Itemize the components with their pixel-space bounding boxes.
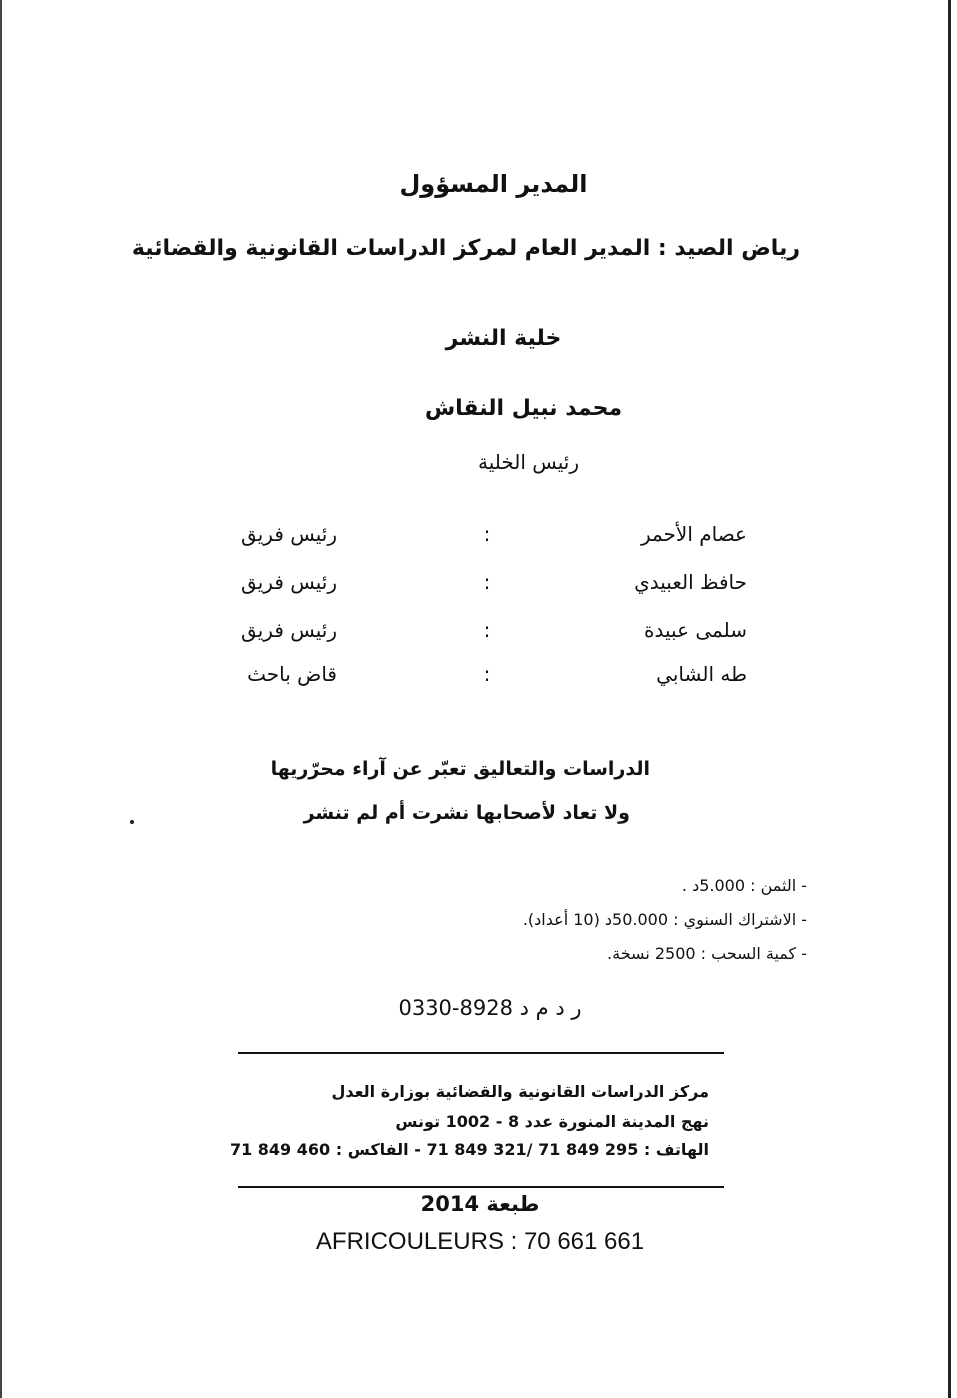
edition: طبعة 2014	[420, 1192, 540, 1216]
member-row	[0, 662, 957, 692]
disclaimer-line-1: الدراسات والتعاليق تعبّر عن آراء محرّريها	[270, 758, 650, 780]
subscription-line: - الاشتراك السنوي : 50.000د (10 أعداد).	[522, 910, 807, 929]
cell-chief-role: رئيس الخلية	[477, 450, 580, 474]
page-border-right	[948, 0, 951, 1398]
divider-rule	[238, 1052, 724, 1054]
divider-rule	[238, 1186, 724, 1188]
member-separator: :	[483, 662, 491, 686]
address-institution: مركز الدراسات القانونية والقضائية بوزارة العدل	[331, 1082, 709, 1101]
member-row	[0, 522, 957, 552]
address-phone-fax: الهاتف : 295 849 71 /321 849 71 - الفاكس : 460 849 71	[229, 1140, 709, 1159]
member-row	[0, 618, 957, 648]
member-row	[0, 570, 957, 600]
printer-credit: AFRICOULEURS : 70 661 661	[315, 1228, 645, 1255]
issn: ر د م د 8928-0330	[398, 996, 582, 1020]
stray-mark	[130, 820, 134, 824]
print-run-line: - كمية السحب : 2500 نسخة.	[607, 944, 807, 963]
cell-chief-name: محمد نبيل النقاش	[424, 396, 623, 421]
member-name: عصام الأحمر	[640, 522, 747, 546]
member-separator: :	[483, 618, 491, 642]
member-role: قاض باحث	[247, 662, 337, 686]
price-line: - الثمن : 5.000د .	[681, 876, 807, 895]
manager-line: رياض الصيد : المدير العام لمركز الدراسات القانونية والقضائية	[131, 236, 800, 261]
page-border-left	[0, 0, 2, 1398]
address-street: نهج المدينة المنورة عدد 8 - 1002 تونس	[395, 1112, 709, 1131]
manager-title: المدير المسؤول	[399, 170, 588, 198]
member-role: رئيس فريق	[241, 618, 337, 642]
member-separator: :	[483, 522, 491, 546]
disclaimer-line-2: ولا تعاد لأصحابها نشرت أم لم تنشر	[303, 802, 630, 824]
member-separator: :	[483, 570, 491, 594]
member-name: سلمى عبيدة	[644, 618, 747, 642]
member-role: رئيس فريق	[241, 522, 337, 546]
member-role: رئيس فريق	[241, 570, 337, 594]
member-name: طه الشابي	[656, 662, 747, 686]
member-name: حافظ العبيدي	[634, 570, 747, 594]
publishing-cell-title: خلية النشر	[445, 326, 562, 351]
